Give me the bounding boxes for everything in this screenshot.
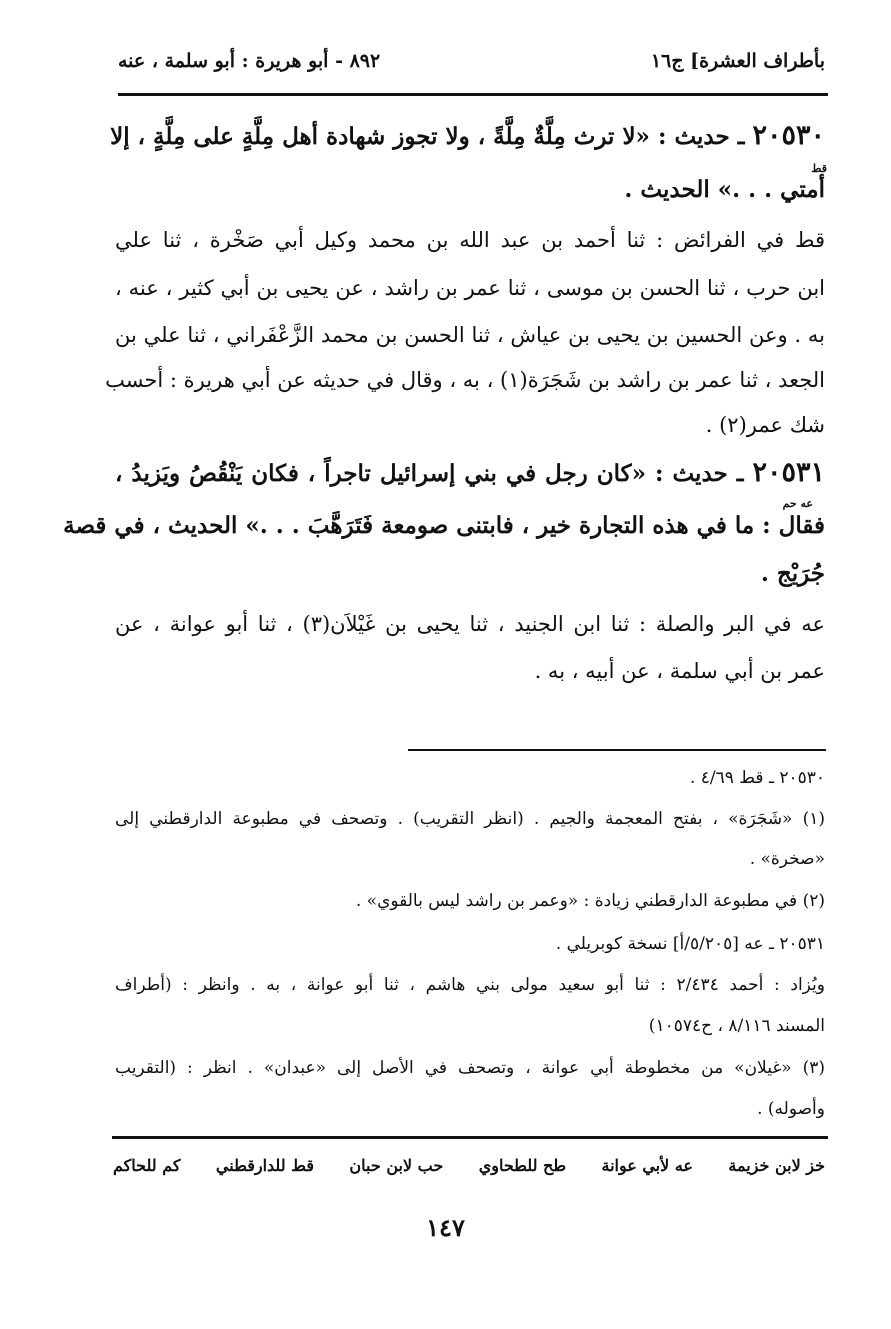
isnad-line: عمر بن أبي سلمة ، عن أبيه ، به . xyxy=(534,659,825,683)
footnote: ٢٠٥٣١ ـ عه [٥/٢٠٥/أ] نسخة كوبريلي . xyxy=(555,934,825,954)
source-symbol: عه حم xyxy=(782,497,813,510)
header-rule xyxy=(118,93,828,96)
hadith-20530-line-2: أمتي . . .» الحديث . xyxy=(624,176,825,203)
abbreviation: خز لابن خزيمة xyxy=(728,1156,825,1175)
abbreviation: عه لأبي عوانة xyxy=(601,1156,693,1175)
abbreviations-rule xyxy=(112,1136,828,1139)
isnad-line: عه في البر والصلة : ثنا ابن الجنيد ، ثنا يحيى بن غَيْلاَن(٣) ، ثنا أبو عوانة ، عن xyxy=(115,612,825,636)
footnote: ٢٠٥٣٠ ـ قط ٤/٦٩ . xyxy=(689,768,825,788)
source-symbol: قط xyxy=(811,162,827,175)
footnote: المسند ٨/١١٦ ، ح١٠٥٧٤) xyxy=(648,1016,825,1036)
abbreviations-key xyxy=(113,1156,825,1175)
isnad-line: شك عمر(٢) . xyxy=(705,413,825,437)
hadith-number: ٢٠٥٣١ xyxy=(752,457,825,488)
running-header-title: بأطراف العشرة] ج١٦ xyxy=(650,50,825,72)
isnad-line: به . وعن الحسين بن يحيى بن عياش ، ثنا الحسن بن محمد الزَّعْفَراني ، ثنا علي بن xyxy=(115,323,825,347)
footnote: (٢) في مطبوعة الدارقطني زيادة : «وعمر بن راشد ليس بالقوي» . xyxy=(355,891,825,911)
hadith-text: ـ حديث : «كان رجل في بني إسرائيل تاجراً ، فكان يَنْقُصُ ويَزيدُ ، xyxy=(115,460,744,487)
hadith-20531-line-2: فقال : ما في هذه التجارة خير ، فابتنى صومعة فَتَرَهَّبَ . . .» الحديث ، في قصة xyxy=(63,512,825,539)
abbreviation: طح للطحاوي xyxy=(478,1156,567,1175)
footnote: «صخرة» . xyxy=(749,849,825,869)
isnad-line: الجعد ، ثنا عمر بن راشد بن شَجَرَة(١) ، به ، وقال في حديثه عن أبي هريرة : أحسب xyxy=(105,368,825,392)
page-number: ١٤٧ xyxy=(426,1213,465,1242)
hadith-text: ـ حديث : «لا ترث مِلَّةٌ مِلَّةً ، ولا تجوز شهادة أهل مِلَّةٍ على مِلَّةٍ ، إلا xyxy=(110,123,745,150)
abbreviation: كم للحاكم xyxy=(113,1156,181,1175)
footnote: (١) «شَجَرَة» ، بفتح المعجمة والجيم . (انظر التقريب) . وتصحف في مطبوعة الدارقطني إلى xyxy=(115,809,825,829)
running-header-section: ٨٩٢ - أبو هريرة : أبو سلمة ، عنه xyxy=(118,50,381,72)
hadith-20531-line-3: جُرَيْج . xyxy=(760,560,825,587)
footnote: (٣) «غيلان» من مخطوطة أبي عوانة ، وتصحف في الأصل إلى «عبدان» . انظر : (التقريب xyxy=(115,1058,825,1078)
abbreviation: حب لابن حبان xyxy=(349,1156,444,1175)
hadith-20531-line-1 xyxy=(115,459,825,488)
footnote-rule xyxy=(408,749,826,751)
isnad-line: قط في الفرائض : ثنا أحمد بن عبد الله بن محمد وكيل أبي صَخْرة ، ثنا علي xyxy=(115,228,825,252)
isnad-line: ابن حرب ، ثنا الحسن بن موسى ، ثنا عمر بن راشد ، عن يحيى بن أبي كثير ، عنه ، xyxy=(115,276,825,300)
footnote: ويُزاد : أحمد ٢/٤٣٤ : ثنا أبو سعيد مولى بني هاشم ، ثنا أبو عوانة ، به . وانظر : (أطراف xyxy=(115,975,825,995)
footnote: وأصوله) . xyxy=(757,1099,825,1119)
abbreviation: قط للدارقطني xyxy=(215,1156,315,1175)
hadith-20530-line-1 xyxy=(110,120,825,151)
hadith-number: ٢٠٥٣٠ xyxy=(752,120,825,151)
